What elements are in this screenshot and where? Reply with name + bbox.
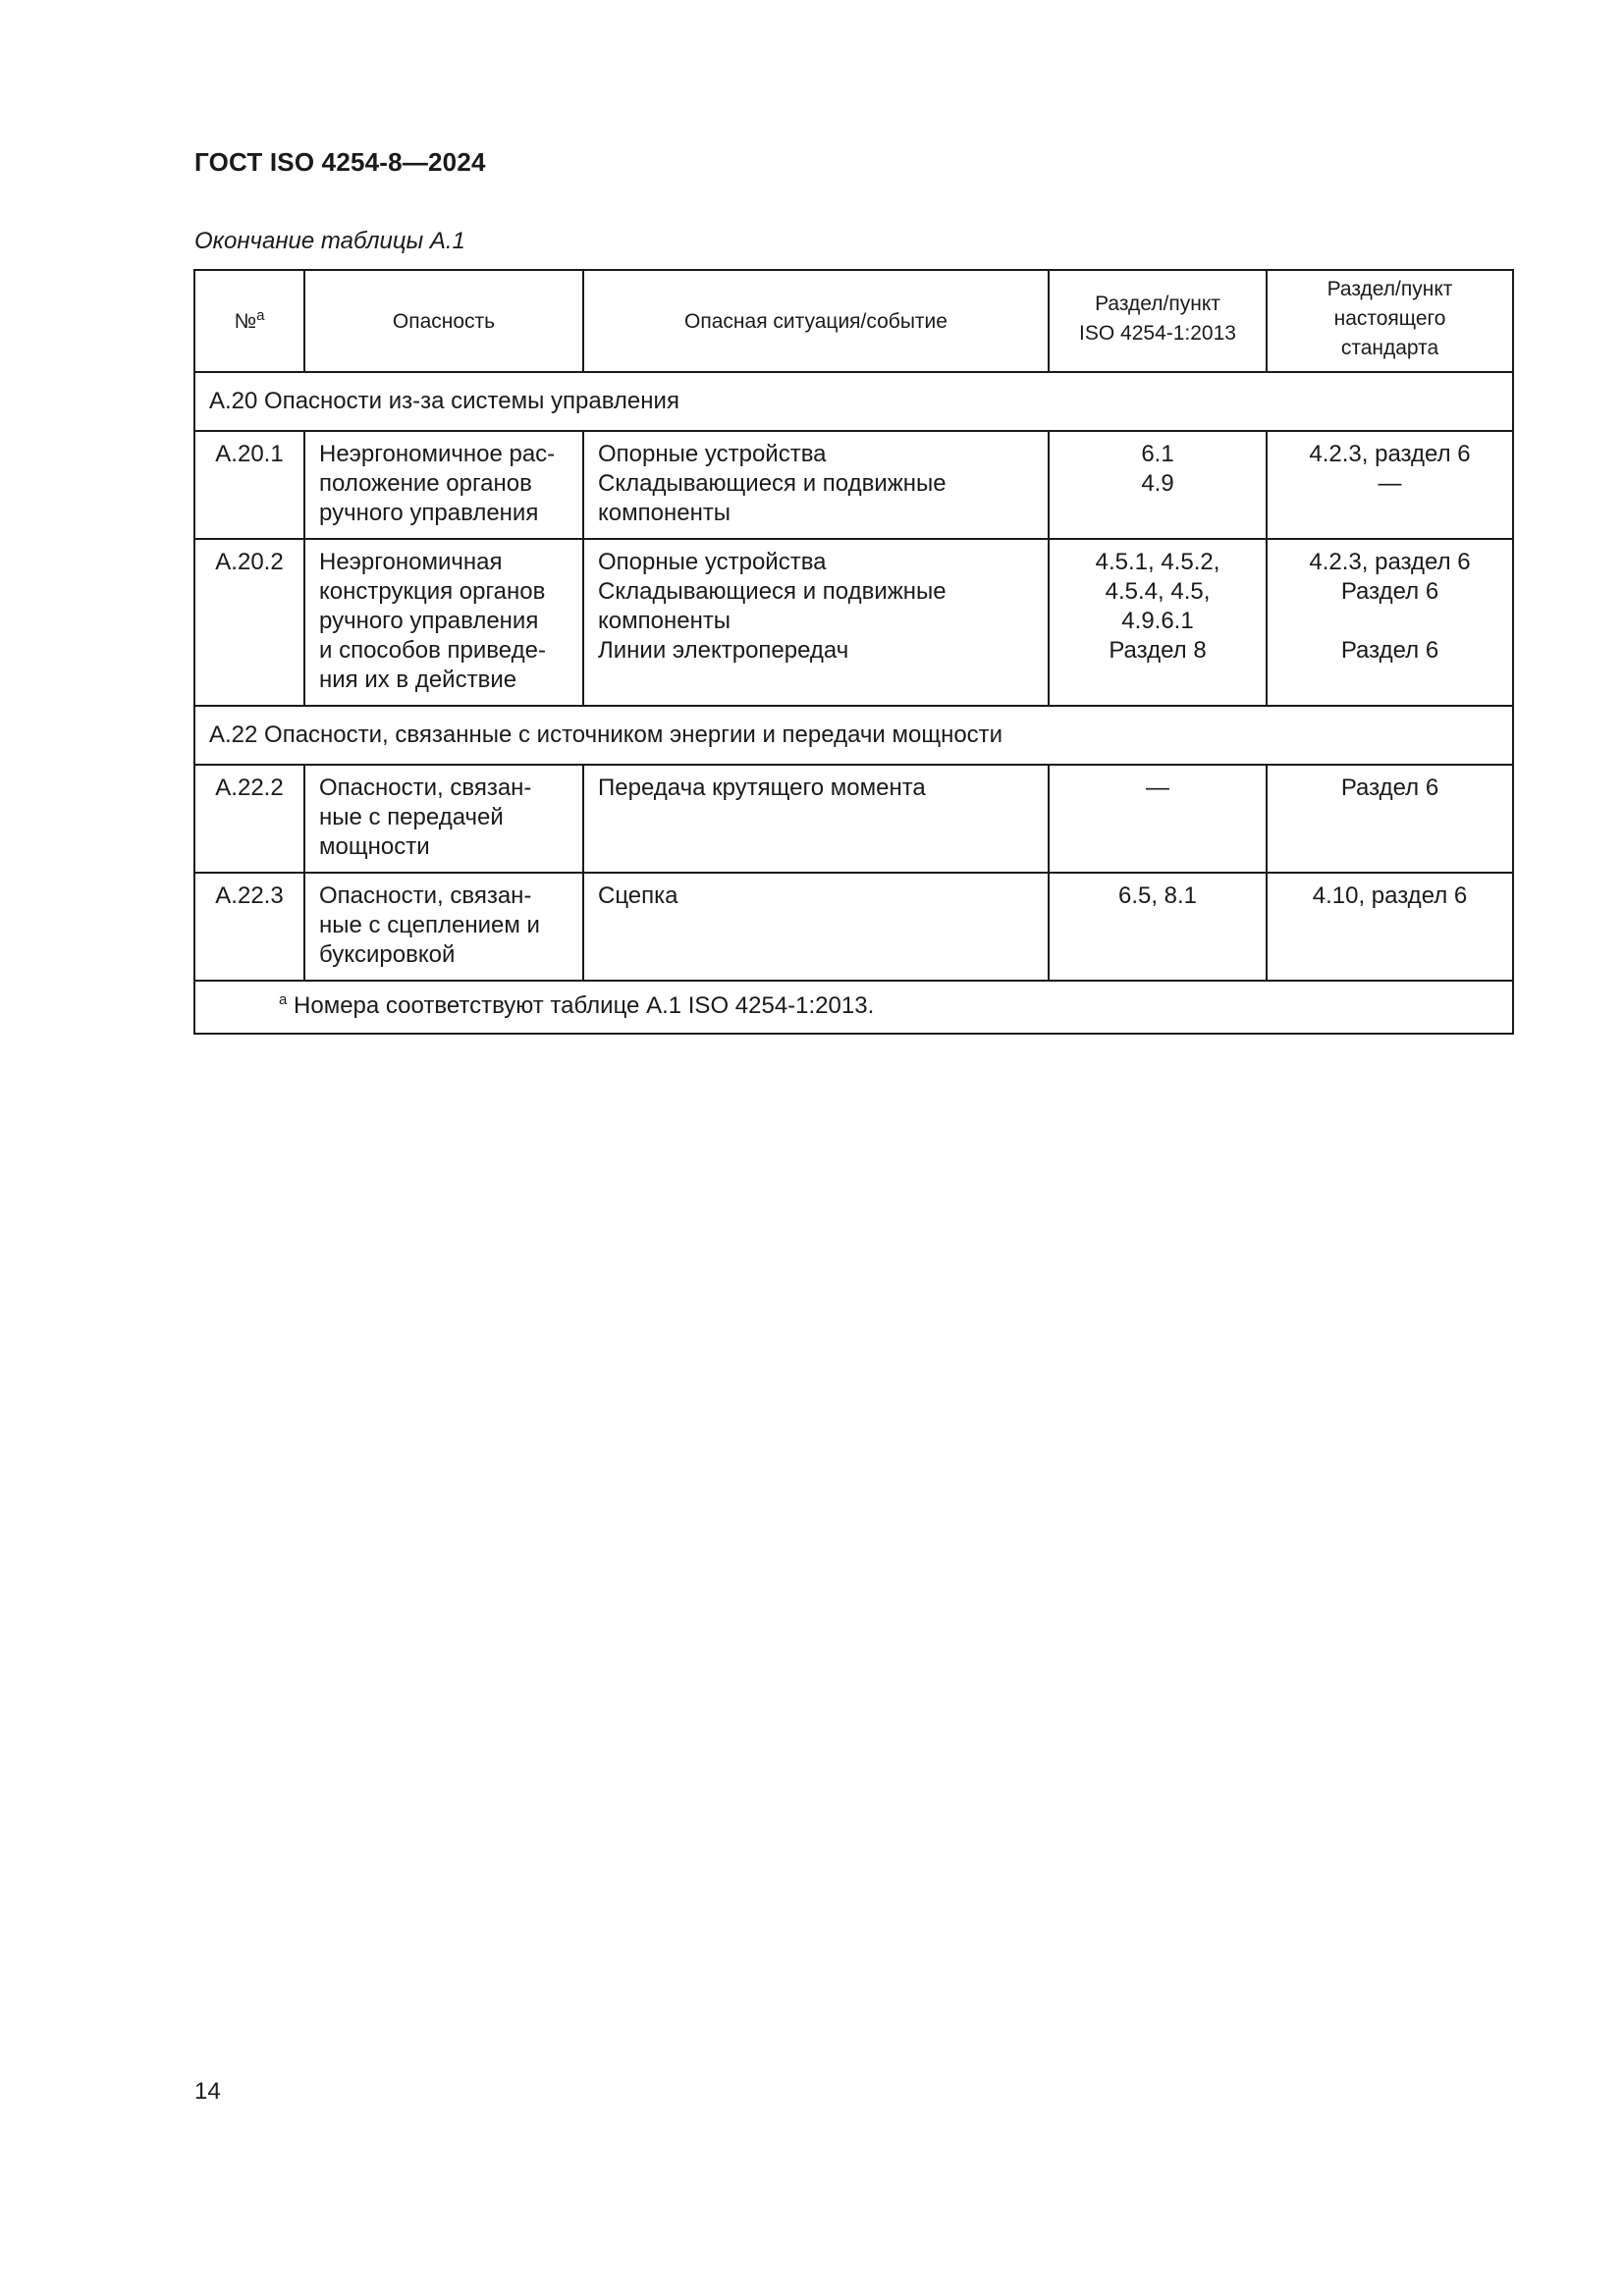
header-num: №$^a$ xyxy=(194,270,304,372)
group-row xyxy=(194,372,1513,431)
ref-this-cell: 4.2.3, раздел 6 Раздел 6 Раздел 6 xyxy=(1267,539,1513,706)
situation-cell: Опорные устройства Складывающиеся и подвижные компоненты xyxy=(583,431,1049,539)
row-number: А.22.3 xyxy=(194,873,304,981)
header-situation: Опасная ситуация/событие xyxy=(583,270,1049,372)
page-number: 14 xyxy=(194,2078,221,2105)
hazard-cell: Опасности, связан- ные с сцеплением и буксировкой xyxy=(304,873,583,981)
hazard-cell: Неэргономичная конструкция органов ручного управления и способов приведе- ния их в действие xyxy=(304,539,583,706)
footnote-row xyxy=(194,981,1513,1034)
table-caption: Окончание таблицы А.1 xyxy=(194,228,465,254)
row-number: А.20.2 xyxy=(194,539,304,706)
row-number: А.22.2 xyxy=(194,765,304,873)
group-row xyxy=(194,706,1513,765)
table-row xyxy=(194,873,1513,981)
situation-cell: Опорные устройства Складывающиеся и подвижные компоненты Линии электропередач xyxy=(583,539,1049,706)
situation-cell: Сцепка xyxy=(583,873,1049,981)
situation-cell: Передача крутящего момента xyxy=(583,765,1049,873)
ref-iso-cell: 6.5, 8.1 xyxy=(1049,873,1267,981)
ref-this-cell: 4.10, раздел 6 xyxy=(1267,873,1513,981)
header-hazard: Опасность xyxy=(304,270,583,372)
group-title: А.22 Опасности, связанные с источником энергии и передачи мощности xyxy=(194,706,1513,765)
row-number: А.20.1 xyxy=(194,431,304,539)
hazards-table xyxy=(193,269,1514,1035)
group-title: А.20 Опасности из-за системы управления xyxy=(194,372,1513,431)
ref-iso-cell: 6.1 4.9 xyxy=(1049,431,1267,539)
document-header: ГОСТ ISO 4254-8—2024 xyxy=(194,147,486,177)
table-header-row xyxy=(194,270,1513,372)
ref-iso-cell: — xyxy=(1049,765,1267,873)
hazard-cell: Опасности, связан- ные с передачей мощности xyxy=(304,765,583,873)
header-ref-iso: Раздел/пункт ISO 4254-1:2013 xyxy=(1049,270,1267,372)
table-row xyxy=(194,539,1513,706)
hazard-cell: Неэргономичное рас- положение органов ручного управления xyxy=(304,431,583,539)
ref-iso-cell: 4.5.1, 4.5.2, 4.5.4, 4.5, 4.9.6.1 Раздел 8 xyxy=(1049,539,1267,706)
table-row xyxy=(194,765,1513,873)
ref-this-cell: 4.2.3, раздел 6 — xyxy=(1267,431,1513,539)
header-ref-this: Раздел/пункт настоящего стандарта xyxy=(1267,270,1513,372)
ref-this-cell: Раздел 6 xyxy=(1267,765,1513,873)
table-row xyxy=(194,431,1513,539)
table-footnote: $^a$ Номера соответствуют таблице А.1 ISO 4254-1:2013. xyxy=(194,981,1513,1034)
